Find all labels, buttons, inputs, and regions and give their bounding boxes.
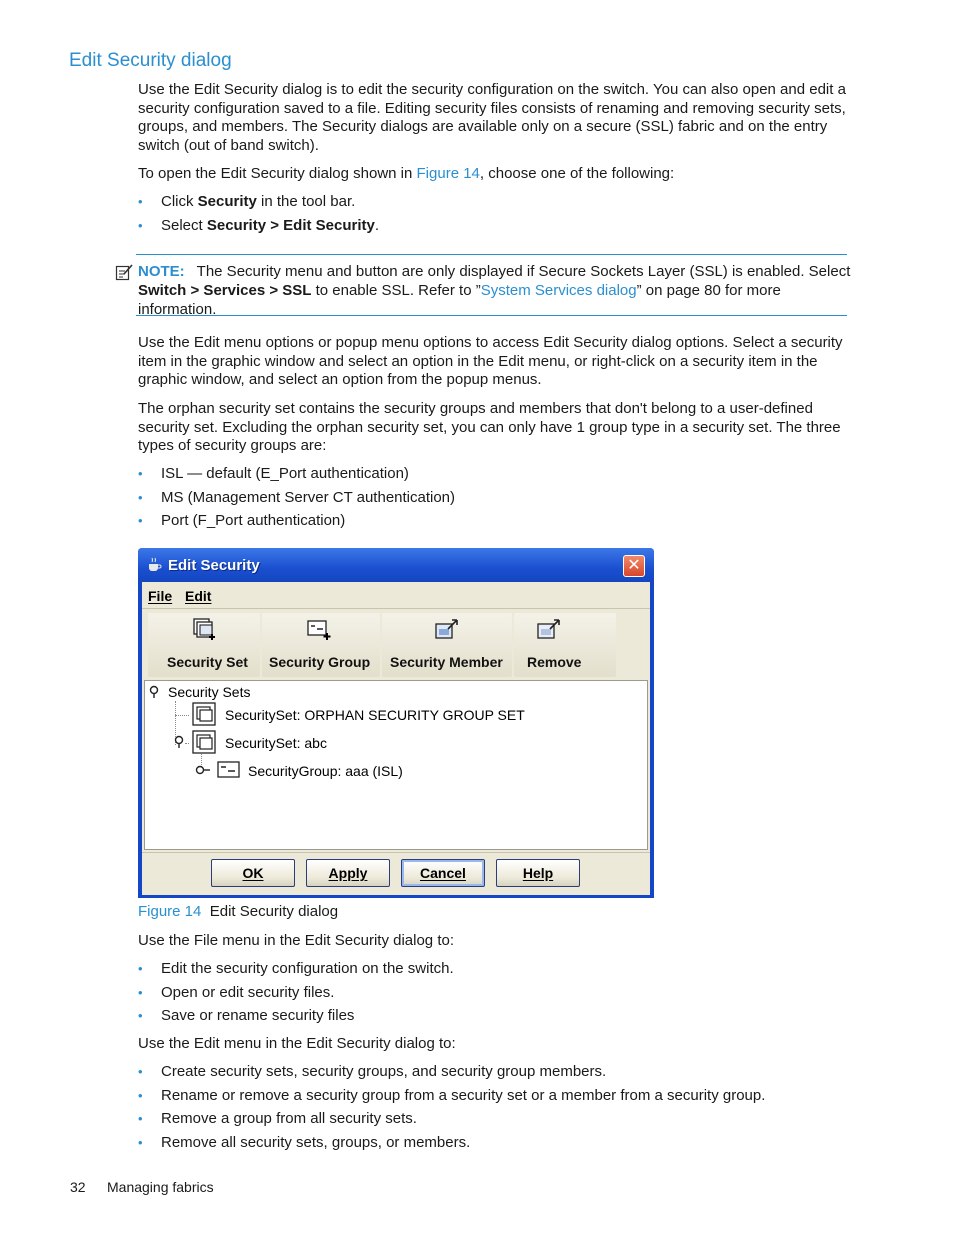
tool-label: Security Member: [390, 654, 503, 670]
tree-node-group-aaa[interactable]: SecurityGroup: aaa (ISL): [248, 763, 403, 779]
toolbar: [142, 609, 650, 678]
figure-number: Figure 14: [138, 903, 202, 920]
edit-security-dialog: [138, 548, 654, 898]
open-text-after: , choose one of the following:: [479, 165, 675, 182]
bullet-icon: •: [138, 984, 143, 1000]
security-member-button[interactable]: [382, 613, 512, 675]
bullet-icon: •: [138, 489, 143, 505]
close-icon: ✕: [627, 557, 641, 574]
section-heading: Edit Security dialog: [69, 50, 232, 71]
ok-button[interactable]: OK: [211, 859, 295, 887]
bullet-icon: •: [138, 217, 143, 233]
apply-button[interactable]: Apply: [306, 859, 390, 887]
bullet-icon: •: [138, 1111, 143, 1126]
note-top-rule: [136, 254, 847, 255]
note-bottom-rule: [136, 315, 847, 316]
list-item: • Edit the security configuration on the switch.: [138, 960, 454, 977]
list-item: • Click Security in the tool bar.: [138, 193, 356, 210]
open-options-list: [138, 193, 858, 240]
expand-handle-icon[interactable]: [148, 685, 160, 699]
security-group-button[interactable]: [262, 613, 380, 675]
tool-label: Remove: [527, 654, 582, 670]
bullet-icon: •: [138, 466, 143, 481]
dialog-titlebar[interactable]: [138, 548, 654, 582]
expand-handle-icon[interactable]: [173, 735, 185, 749]
orphan-paragraph: The orphan security set contains the security groups and members that don't belong to a user-defined security set. Excluding the orphan security set, you can only have 1 group type in a security set. The three types of security groups are:: [138, 400, 841, 455]
tree-node-set-abc[interactable]: SecuritySet: abc: [225, 735, 327, 751]
menu-edit[interactable]: Edit: [185, 588, 212, 604]
list-item: • Save or rename security files: [138, 1007, 355, 1024]
security-group-icon: [217, 761, 241, 779]
group-types-list: [138, 465, 858, 536]
tree-node-root[interactable]: Security Sets: [168, 684, 251, 700]
list-item: • Remove all security sets, groups, or members.: [138, 1133, 471, 1151]
page-number: 32: [70, 1179, 86, 1195]
security-member-icon: [434, 617, 460, 641]
close-button[interactable]: [623, 555, 645, 577]
menu-bar: [142, 582, 650, 609]
open-instructions: [138, 165, 850, 184]
dialog-body: [142, 582, 650, 894]
note-label: NOTE:: [138, 263, 185, 280]
bullet-icon: •: [138, 513, 143, 528]
list-item: • ISL — default (E_Port authentication): [138, 465, 409, 482]
intro-paragraph: Use the Edit Security dialog is to edit the security configuration on the switch. You can also open and edit a security configuration saved to a file. Editing security files consists of renaming and removing security sets, groups, and members. The Security dialogs are available only on a secure (SSL) fabric and on the entry switch (out of band switch).: [138, 81, 846, 155]
list-item: • Port (F_Port authentication): [138, 512, 346, 529]
collapsed-handle-icon[interactable]: [195, 765, 211, 775]
help-button[interactable]: Help: [496, 859, 580, 887]
bullet-icon: •: [138, 194, 143, 209]
bullet-icon: •: [138, 1134, 143, 1150]
security-set-button[interactable]: [148, 613, 260, 675]
tool-label: Security Group: [269, 654, 371, 670]
dialog-button-bar: [142, 852, 650, 895]
list-item: • Create security sets, security groups, and security group members.: [138, 1063, 607, 1080]
list-item: • MS (Management Server CT authentication): [138, 488, 456, 506]
cancel-button[interactable]: Cancel: [401, 859, 485, 887]
bullet-icon: •: [138, 1008, 143, 1023]
figure-link[interactable]: Figure 14: [416, 165, 480, 182]
menu-file[interactable]: File: [148, 588, 173, 604]
note-text: NOTE: The Security menu and button are only displayed if Secure Sockets Layer (SSL) is enabled. Select Switch > Services > SSL to enable SSL. Refer to ”System Services dialog” on page 80 for more information.: [138, 263, 851, 318]
remove-icon: [536, 617, 562, 641]
security-set-icon: [192, 702, 218, 726]
figure-caption-text: Edit Security dialog: [209, 903, 339, 920]
file-menu-intro: Use the File menu in the Edit Security dialog to:: [138, 932, 454, 949]
dialog-title: Edit Security: [168, 557, 260, 574]
list-item: • Select Security > Edit Security.: [138, 216, 380, 234]
note-icon: [115, 263, 133, 281]
remove-button[interactable]: [514, 613, 616, 675]
edit-menu-paragraph: Use the Edit menu options or popup menu options to access Edit Security dialog options. Select a security item in the graphic window and select an option in the Edit menu, or right-click on a security item in the graphic window, and select an option from the popup menus.: [138, 334, 843, 389]
bullet-icon: •: [138, 1087, 143, 1103]
bullet-icon: •: [138, 1064, 143, 1079]
edit-menu-list: [138, 1063, 858, 1157]
edit-menu-intro: Use the Edit menu in the Edit Security dialog to:: [138, 1035, 456, 1052]
file-menu-list: [138, 960, 858, 1031]
tool-label: Security Set: [167, 654, 248, 670]
security-tree[interactable]: [144, 680, 648, 850]
system-services-link[interactable]: System Services dialog: [480, 282, 637, 299]
figure-caption: [138, 903, 338, 920]
list-item: • Rename or remove a security group from a security set or a member from a security group.: [138, 1086, 766, 1104]
list-item: • Remove a group from all security sets.: [138, 1110, 417, 1127]
tree-node-orphan-set[interactable]: SecuritySet: ORPHAN SECURITY GROUP SET: [225, 707, 525, 723]
open-text-before: To open the Edit Security dialog shown in: [138, 165, 417, 182]
security-set-icon: [192, 617, 218, 641]
security-set-icon: [192, 730, 218, 754]
bullet-icon: •: [138, 961, 143, 976]
java-cup-icon: [146, 557, 162, 573]
footer-section: Managing fabrics: [107, 1179, 214, 1195]
security-group-icon: [306, 617, 332, 641]
list-item: • Open or edit security files.: [138, 983, 335, 1001]
